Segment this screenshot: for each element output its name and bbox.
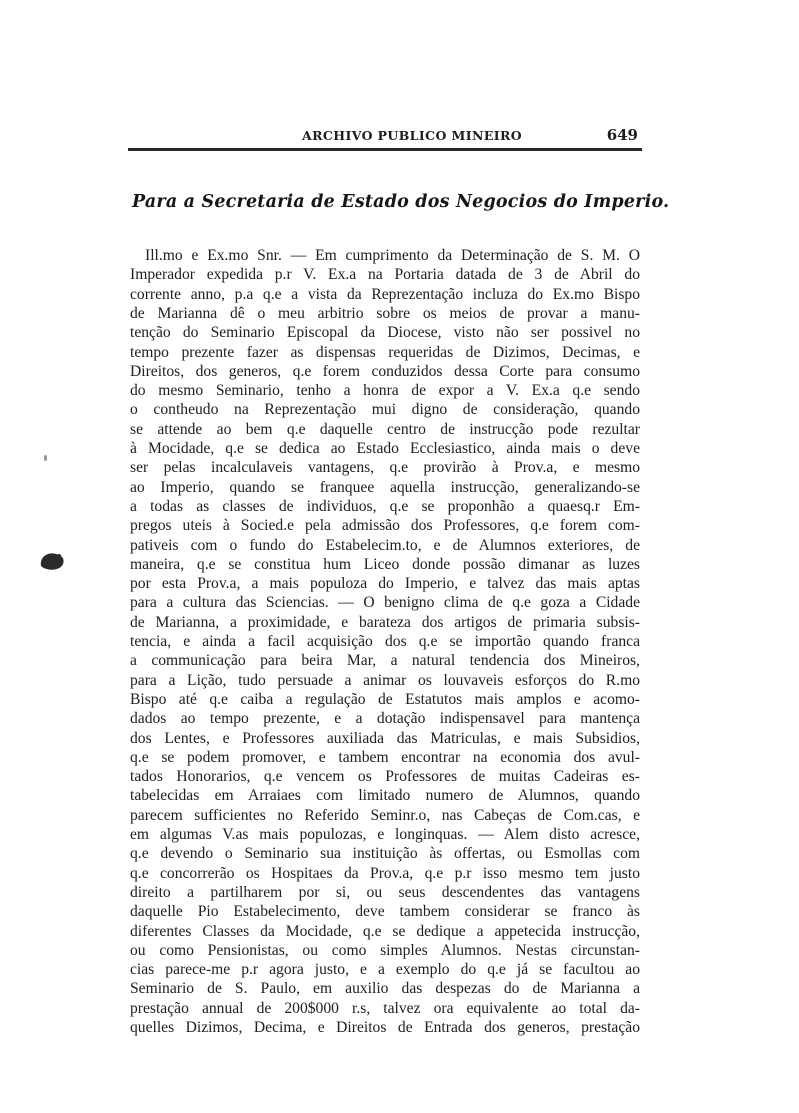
body-line: pregos uteis à Socied.e pela admissão dos Professores, q.e forem com- (130, 517, 640, 535)
body-line: diferentes Classes da Mocidade, q.e se dedique a appetecida instrucção, (130, 922, 640, 940)
body-line: para a cultura das Sciencias. — O benigno clima de q.e goza a Cidade (130, 594, 640, 612)
body-line: de Marianna, a proximidade, e barateza dos artigos de primaria subsis- (130, 613, 640, 631)
body-line: Imperador expedida p.r V. Ex.a na Portaria datada de 3 de Abril do (130, 266, 640, 284)
body-line: para a Lição, tudo persuade a animar os louvaveis esforços do R.mo (130, 671, 640, 689)
body-line: o contheudo na Reprezentação mui digno de consideração, quando (130, 401, 640, 419)
body-line: q.e devendo o Seminario sua instituição às offertas, ou Esmollas com (130, 845, 640, 863)
page-number: 649 (606, 126, 638, 144)
running-title: ARCHIVO PUBLICO MINEIRO (302, 128, 523, 143)
body-line: a communicação para beira Mar, a natural tendencia dos Mineiros, (130, 652, 640, 670)
body-line: direito a partilharem por si, ou seus descendentes das vantagens (130, 883, 640, 901)
body-line: tabelecidas em Arraiaes com limitado numero de Alumnos, quando (130, 787, 640, 805)
body-line: Bispo até q.e caiba a regulação de Estatutos mais amplos e acomo- (130, 690, 640, 708)
ink-speck (44, 455, 47, 461)
body-line: Seminario de S. Paulo, em auxilio das despezas do de Marianna a (130, 980, 640, 998)
body-line: corrente anno, p.a q.e a vista da Reprezentação incluza do Ex.mo Bispo (130, 285, 640, 303)
body-line: tenção do Seminario Episcopal da Diocese, visto não ser possivel no (130, 324, 640, 342)
body-line: q.e se podem promover, e tambem encontrar na economia dos avul- (130, 748, 640, 766)
body-line: à Mocidade, q.e se dedica ao Estado Ecclesiastico, ainda mais o deve (130, 440, 640, 457)
body-line: cias parece-me p.r agora justo, e a exemplo do q.e já se facultou ao (130, 961, 640, 979)
body-line: de Marianna dê o meu arbitrio sobre os meios de provar a manu- (130, 304, 640, 322)
body-line: ser pelas incalculaveis vantagens, q.e provirão à Prov.a, e mesmo (130, 459, 640, 477)
ink-blot-mark (38, 550, 66, 572)
body-line: daquelle Pio Estabelecimento, deve tambem considerar se franco às (130, 903, 640, 921)
body-line: do mesmo Seminario, tenho a honra de expor a V. Ex.a q.e sendo (130, 382, 640, 400)
body-line: q.e concorrerão os Hospitaes da Prov.a, q.e p.r isso mesmo tem justo (130, 864, 640, 882)
body-line: tados Honorarios, q.e vencem os Professores de muitas Cadeiras es- (130, 768, 640, 786)
body-line: maneira, q.e se constitua hum Liceo donde possão dimanar as luzes (130, 555, 640, 573)
body-line: tencia, e ainda a facil acquisição dos q.e se importão quando franca (130, 633, 640, 650)
running-header (128, 128, 640, 148)
body-line: ao Imperio, quando se franquee aquella instrucção, generalizando-se (130, 478, 640, 496)
body-line: prestação annual de 200$000 r.s, talvez ora equivalente ao total da- (130, 999, 640, 1017)
body-line: parecem sufficientes no Referido Seminr.o, nas Cabeças de Com.cas, e (130, 806, 640, 824)
header-rule (128, 148, 642, 151)
body-line: pativeis com o fundo do Estabelecim.to, e de Alumnos exteriores, de (130, 536, 640, 554)
body-line: dos Lentes, e Professores auxiliada das Matriculas, e mais Subsidios, (130, 729, 640, 747)
body-line: se attende ao bem q.e daquelle centro de instrucção pode rezultar (130, 420, 640, 438)
body-line: ou como Pensionistas, ou como simples Alumnos. Nestas circunstan- (130, 941, 640, 959)
section-title: Para a Secretaria de Estado dos Negocios do Imperio. (132, 192, 670, 212)
body-line: a todas as classes de individuos, q.e se proponhão a quaesq.r Em- (130, 497, 640, 515)
body-line: em algumas V.as mais populozas, e longinquas. — Alem disto acresce, (130, 826, 640, 843)
body-line: quelles Dizimos, Decima, e Direitos de Entrada dos generos, prestação (130, 1019, 640, 1036)
body-line: tempo prezente fazer as dispensas requeridas de Dizimos, Decimas, e (130, 343, 640, 361)
body-line: Direitos, dos generos, q.e forem conduzidos dessa Corte para consumo (130, 362, 640, 380)
body-line: dados ao tempo prezente, e a dotação indispensavel para mantença (130, 710, 640, 728)
body-line: por esta Prov.a, a mais populoza do Imperio, e talvez das mais aptas (130, 575, 640, 593)
body-line: Ill.mo e Ex.mo Snr. — Em cumprimento da Determinação de S. M. O (145, 247, 640, 264)
